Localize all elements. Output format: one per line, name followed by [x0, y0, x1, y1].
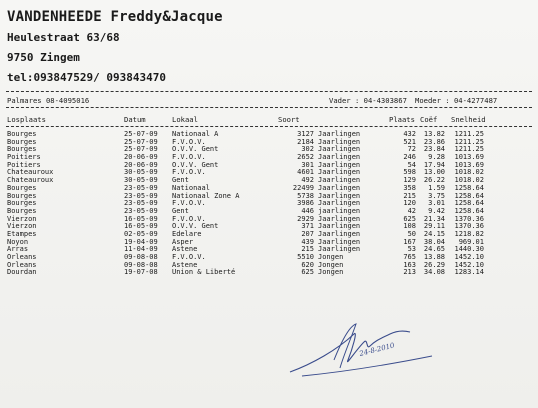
cell-lokaal: Edelare — [172, 229, 202, 238]
cell-snelheid: 969.01 — [458, 237, 484, 246]
cell-lokaal: Gent — [172, 176, 189, 185]
cell-soort: Jongen — [318, 253, 344, 261]
cell-datum: 09-08-08 — [124, 260, 158, 269]
cell-snelheid: 1283.14 — [454, 268, 484, 277]
cell-lokaal: O.V.V. Gent — [172, 145, 219, 154]
cell-plaats: 120 — [403, 199, 416, 208]
cell-soort: Jaarlingen — [318, 183, 361, 192]
cell-datum: 30-05-09 — [124, 176, 158, 185]
column-header-losplaats: Losplaats — [7, 115, 46, 124]
cell-losplaats: Etampes — [7, 229, 37, 238]
cell-lokaal: F.V.O.V. — [172, 214, 206, 223]
cell-coef: 13.82 — [423, 130, 445, 138]
cell-datum: 09-08-08 — [124, 253, 158, 261]
cell-plaats: 213 — [403, 268, 416, 277]
cell-plaats: 598 — [403, 168, 416, 177]
father-id: Vader : 04-4303867 — [329, 96, 407, 105]
cell-soort: Jaarlingen — [318, 214, 361, 223]
cell-snelheid: 1211.25 — [454, 137, 484, 146]
cell-aantal: 301 — [301, 160, 314, 169]
cell-coef: 3.01 — [428, 199, 445, 208]
cell-snelheid: 1211.25 — [454, 145, 484, 154]
cell-aantal: 302 — [301, 145, 314, 154]
cell-datum: 16-05-09 — [124, 222, 158, 231]
cell-aantal: 2184 — [297, 137, 314, 146]
cell-losplaats: Orleans — [7, 260, 37, 269]
cell-datum: 23-05-09 — [124, 191, 158, 200]
cell-lokaal: Astene — [172, 260, 198, 269]
owner-name: VANDENHEEDE Freddy&Jacque — [7, 9, 223, 25]
cell-plaats: 167 — [403, 237, 416, 246]
cell-lokaal: Union & Liberté — [172, 268, 236, 277]
mother-id: Moeder : 04-4277487 — [415, 96, 498, 105]
cell-datum: 11-04-09 — [124, 245, 158, 254]
cell-plaats: 521 — [403, 137, 416, 146]
cell-plaats: 54 — [407, 160, 416, 169]
owner-phone: tel:093847529/ 093843470 — [7, 71, 166, 84]
cell-lokaal: O.V.V. Gent — [172, 222, 219, 231]
table-row — [0, 269, 538, 277]
cell-plaats: 42 — [407, 206, 416, 215]
cell-coef: 21.34 — [423, 214, 445, 223]
owner-street: Heulestraat 63/68 — [7, 31, 120, 44]
cell-aantal: 371 — [301, 222, 314, 231]
divider — [6, 91, 532, 92]
cell-losplaats: Arras — [7, 245, 29, 254]
cell-losplaats: Vierzon — [7, 214, 37, 223]
cell-aantal: 207 — [301, 229, 314, 238]
cell-soort: Jaarlingen — [318, 237, 361, 246]
cell-soort: Jaarlingen — [318, 153, 361, 162]
cell-plaats: 246 — [403, 153, 416, 162]
cell-losplaats: Bourges — [7, 183, 37, 192]
cell-soort: Jaarlingen — [318, 191, 361, 200]
cell-losplaats: Poitiers — [7, 160, 41, 169]
cell-lokaal: Gent — [172, 206, 189, 215]
cell-coef: 23.84 — [423, 145, 445, 154]
cell-snelheid: 1258.64 — [454, 183, 484, 192]
cell-lokaal: F.V.O.V. — [172, 199, 206, 208]
cell-losplaats: Bourges — [7, 130, 37, 138]
cell-soort: jaarlingen — [318, 206, 361, 215]
cell-lokaal: F.V.O.V. — [172, 137, 206, 146]
cell-losplaats: Bourges — [7, 137, 37, 146]
cell-soort: Jaarlingen — [318, 145, 361, 154]
cell-plaats: 50 — [407, 229, 416, 238]
cell-plaats: 53 — [407, 245, 416, 254]
cell-coef: 24.15 — [423, 229, 445, 238]
cell-snelheid: 1452.10 — [454, 260, 484, 269]
cell-coef: 26.29 — [423, 260, 445, 269]
cell-aantal: 3986 — [297, 199, 314, 208]
cell-coef: 1.59 — [428, 183, 445, 192]
cell-datum: 16-05-09 — [124, 214, 158, 223]
cell-losplaats: Noyon — [7, 237, 29, 246]
signature-date: 24-8-2010 — [358, 341, 396, 358]
cell-snelheid: 1440.30 — [454, 245, 484, 254]
cell-soort: Jongen — [318, 260, 344, 269]
cell-aantal: 2929 — [297, 214, 314, 223]
cell-datum: 25-07-09 — [124, 130, 158, 138]
cell-soort: Jaarlingen — [318, 199, 361, 208]
cell-aantal: 4601 — [297, 168, 314, 177]
cell-aantal: 3127 — [297, 130, 314, 138]
cell-aantal: 22499 — [292, 183, 314, 192]
cell-coef: 9.42 — [428, 206, 445, 215]
cell-soort: Jaarlingen — [318, 130, 361, 138]
column-header-soort: Soort — [278, 115, 300, 124]
cell-plaats: 163 — [403, 260, 416, 269]
cell-datum: 20-06-09 — [124, 153, 158, 162]
cell-snelheid: 1452.10 — [454, 253, 484, 261]
cell-coef: 24.65 — [423, 245, 445, 254]
owner-city: 9750 Zingem — [7, 51, 80, 64]
cell-coef: 26.22 — [423, 176, 445, 185]
cell-plaats: 72 — [407, 145, 416, 154]
cell-losplaats: Chateauroux — [7, 168, 54, 177]
cell-soort: Jaarlingen — [318, 222, 361, 231]
cell-soort: Jaarlingen — [318, 137, 361, 146]
cell-coef: 13.88 — [423, 253, 445, 261]
cell-plaats: 765 — [403, 253, 416, 261]
cell-snelheid: 1018.02 — [454, 168, 484, 177]
cell-plaats: 215 — [403, 191, 416, 200]
cell-aantal: 2652 — [297, 153, 314, 162]
cell-losplaats: Poitiers — [7, 153, 41, 162]
cell-lokaal: Nationaal — [172, 183, 210, 192]
column-header-coef: Coëf — [420, 115, 438, 124]
cell-snelheid: 1258.64 — [454, 191, 484, 200]
cell-aantal: 215 — [301, 245, 314, 254]
cell-losplaats: Bourges — [7, 199, 37, 208]
cell-snelheid: 1370.36 — [454, 222, 484, 231]
cell-lokaal: F.V.O.V. — [172, 168, 206, 177]
cell-aantal: 439 — [301, 237, 314, 246]
cell-lokaal: Asper — [172, 237, 194, 246]
cell-lokaal: F.V.O.V. — [172, 253, 206, 261]
handwritten-signature — [282, 320, 442, 380]
cell-coef: 38.04 — [423, 237, 445, 246]
cell-soort: Jongen — [318, 268, 344, 277]
cell-losplaats: Vierzon — [7, 222, 37, 231]
cell-losplaats: Dourdan — [7, 268, 37, 277]
column-header-datum: Datum — [124, 115, 146, 124]
cell-plaats: 129 — [403, 176, 416, 185]
cell-datum: 25-07-09 — [124, 145, 158, 154]
cell-aantal: 446 — [301, 206, 314, 215]
cell-datum: 19-07-08 — [124, 268, 158, 277]
cell-plaats: 625 — [403, 214, 416, 223]
cell-snelheid: 1018.02 — [454, 176, 484, 185]
cell-aantal: 492 — [301, 176, 314, 185]
cell-aantal: 5510 — [297, 253, 314, 261]
cell-losplaats: Chateauroux — [7, 176, 54, 185]
cell-plaats: 108 — [403, 222, 416, 231]
results-table — [0, 131, 538, 277]
cell-plaats: 432 — [403, 130, 416, 138]
cell-datum: 30-05-09 — [124, 168, 158, 177]
divider — [6, 126, 532, 127]
cell-losplaats: Bourges — [7, 145, 37, 154]
cell-snelheid: 1258.64 — [454, 206, 484, 215]
cell-soort: Jaarlingen — [318, 160, 361, 169]
cell-datum: 02-05-09 — [124, 229, 158, 238]
cell-snelheid: 1211.25 — [454, 130, 484, 138]
cell-datum: 23-05-09 — [124, 206, 158, 215]
column-header-plaats: Plaats — [389, 115, 415, 124]
cell-snelheid: 1013.69 — [454, 153, 484, 162]
cell-aantal: 5738 — [297, 191, 314, 200]
divider — [6, 107, 532, 108]
cell-lokaal: Nationaal Zone A — [172, 191, 240, 200]
palmares-id: Palmares 08-4095016 — [7, 96, 90, 105]
cell-lokaal: O.V.V. Gent — [172, 160, 219, 169]
cell-aantal: 625 — [301, 268, 314, 277]
cell-snelheid: 1218.82 — [454, 229, 484, 238]
cell-snelheid: 1258.64 — [454, 199, 484, 208]
cell-losplaats: Bourges — [7, 206, 37, 215]
cell-soort: Jaarlingen — [318, 245, 361, 254]
cell-coef: 34.08 — [423, 268, 445, 277]
cell-datum: 23-05-09 — [124, 199, 158, 208]
cell-datum: 19-04-09 — [124, 237, 158, 246]
cell-lokaal: Astene — [172, 245, 198, 254]
cell-coef: 3.75 — [428, 191, 445, 200]
cell-snelheid: 1013.69 — [454, 160, 484, 169]
cell-coef: 29.11 — [423, 222, 445, 231]
cell-coef: 17.94 — [423, 160, 445, 169]
cell-soort: Jaarlingen — [318, 168, 361, 177]
column-header-snelheid: Snelheid — [451, 115, 486, 124]
cell-losplaats: Bourges — [7, 191, 37, 200]
table-row — [0, 231, 538, 239]
cell-plaats: 358 — [403, 183, 416, 192]
cell-snelheid: 1370.36 — [454, 214, 484, 223]
cell-coef: 13.00 — [423, 168, 445, 177]
cell-soort: Jaarlingen — [318, 176, 361, 185]
cell-datum: 23-05-09 — [124, 183, 158, 192]
cell-aantal: 620 — [301, 260, 314, 269]
cell-losplaats: Orleans — [7, 253, 37, 261]
cell-soort: Jaarlingen — [318, 229, 361, 238]
cell-lokaal: F.V.O.V. — [172, 153, 206, 162]
cell-lokaal: Nationaal A — [172, 130, 219, 138]
cell-datum: 25-07-09 — [124, 137, 158, 146]
cell-datum: 20-06-09 — [124, 160, 158, 169]
column-header-lokaal: Lokaal — [172, 115, 198, 124]
cell-coef: 9.28 — [428, 153, 445, 162]
cell-coef: 23.86 — [423, 137, 445, 146]
